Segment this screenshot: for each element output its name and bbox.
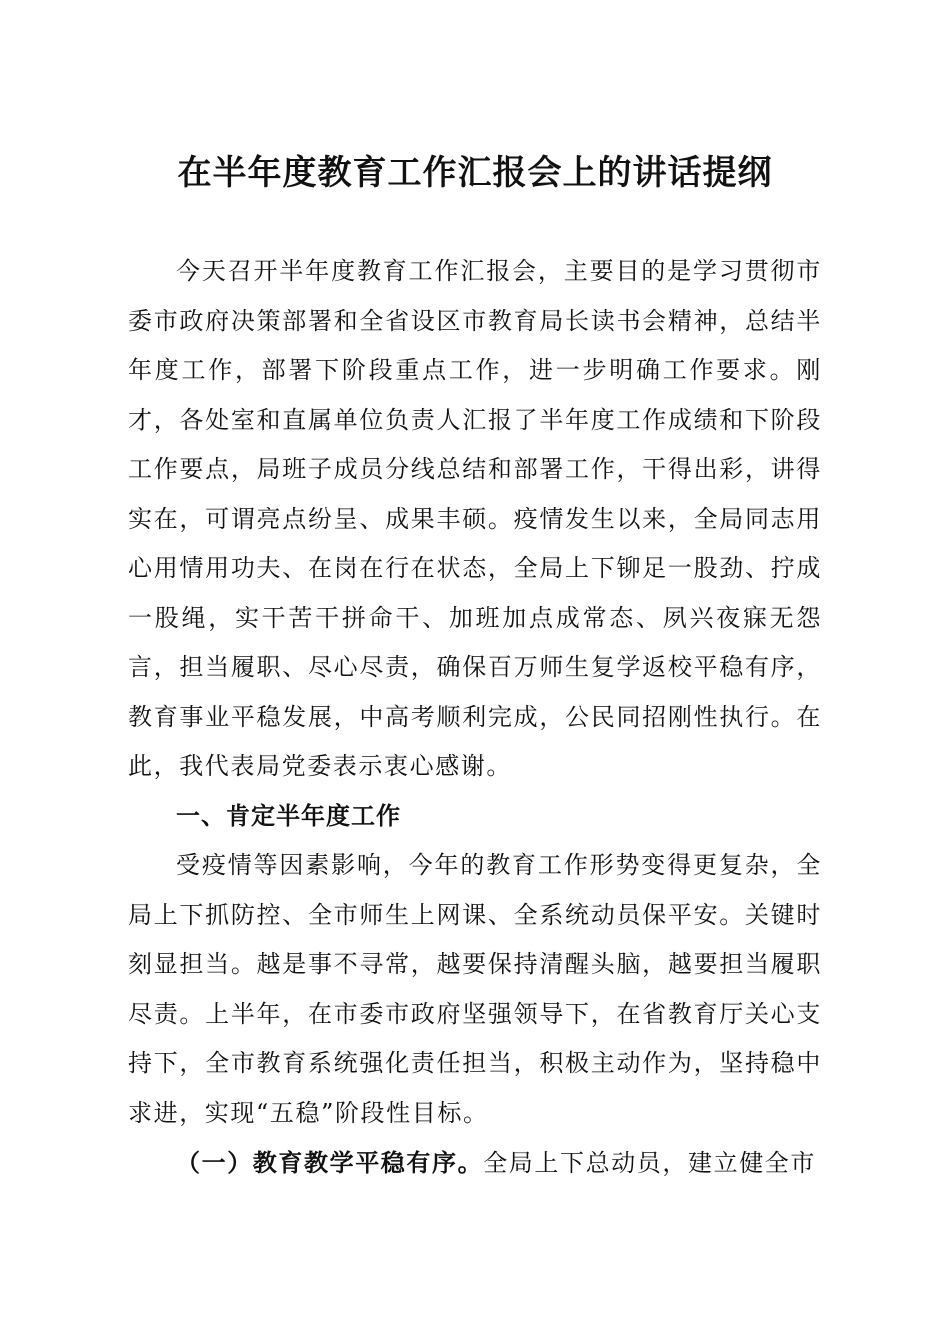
section-heading-1: 一、肯定半年度工作 xyxy=(176,801,401,830)
subsection-heading-1: （一）教育教学平稳有序。 xyxy=(176,1148,484,1177)
document-body xyxy=(128,247,822,1189)
intro-paragraph: 今天召开半年度教育工作汇报会，主要目的是学习贯彻市委市政府决策部署和全省设区市教育局长读书会精神，总结半年度工作，部署下阶段重点工作，进一步明确工作要求。刚才，各处室和直属单位负责人汇报了半年度工作成绩和下阶段工作要点，局班子成员分线总结和部署工作，干得出彩，讲得实在，可谓亮点纷呈、成果丰硕。疫情发生以来，全局同志用心用情用功夫、在岗在行在状态，全局上下铆足一股劲、拧成一股绳，实干苦干拼命干、加班加点成常态、夙兴夜寐无怨言，担当履职、尽心尽责，确保百万师生复学返校平稳有序，教育事业平稳发展，中高考顺利完成，公民同招刚性执行。在此，我代表局党委表示衷心感谢。 xyxy=(128,257,822,780)
subsection-text-1: 全局上下总动员，建立健全市 xyxy=(483,1149,817,1177)
document-title: 在半年度教育工作汇报会上的讲话提纲 xyxy=(177,153,773,193)
section-paragraph-1: 受疫情等因素影响，今年的教育工作形势变得更复杂，全局上下抓防控、全市师生上网课、全系统动员保平安。关键时刻显担当。越是事不寻常，越要保持清醒头脑，越要担当履职尽责。上半年，在市委市政府坚强领导下，在省教育厅关心支持下，全市教育系统强化责任担当，积极主动作为，坚持稳中求进，实现“五稳”阶段性目标。 xyxy=(128,851,822,1127)
subsection-paragraph-1 xyxy=(128,1138,822,1189)
